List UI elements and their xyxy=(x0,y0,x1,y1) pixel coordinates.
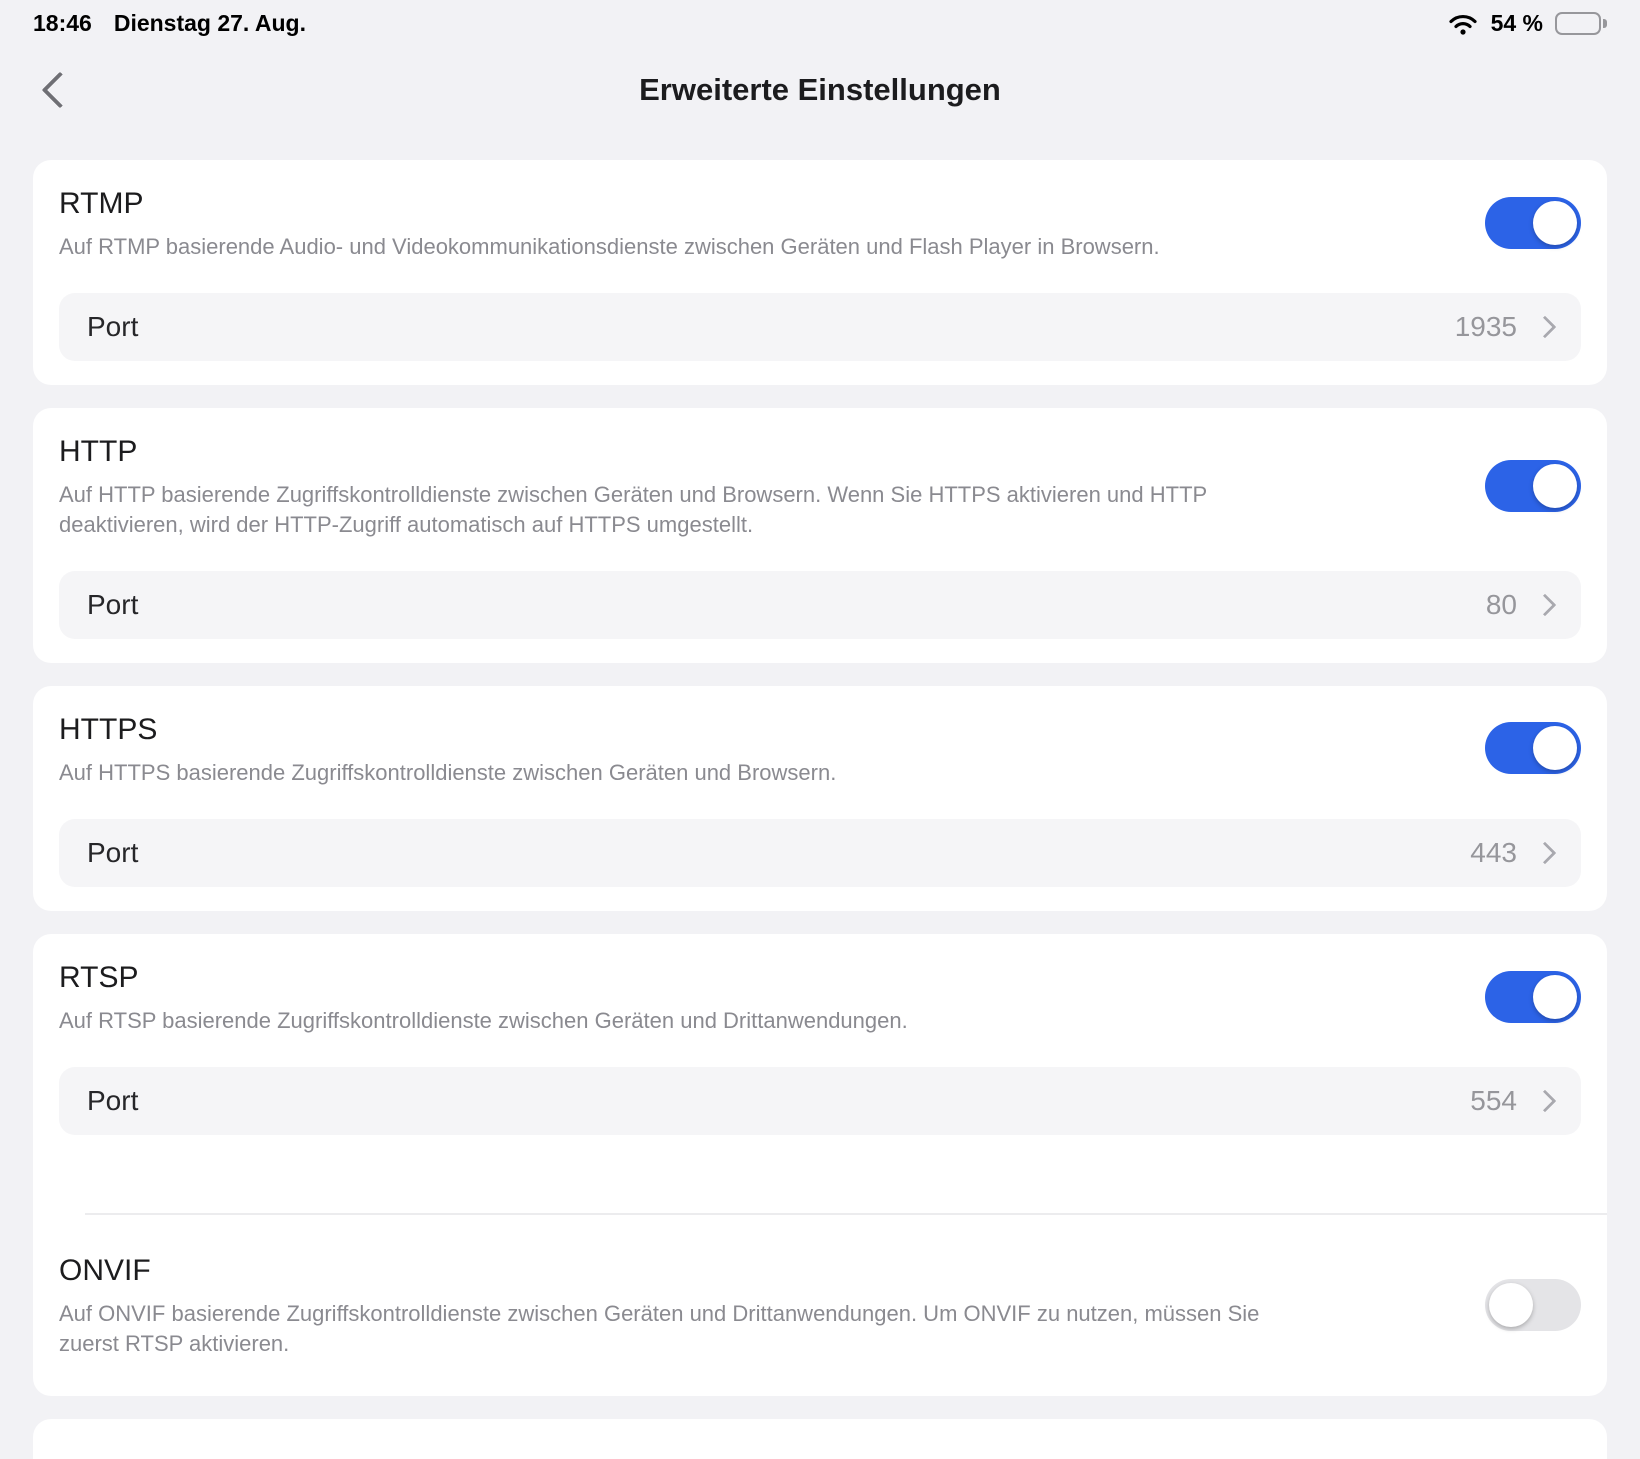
statusbar-date: Dienstag 27. Aug. xyxy=(113,10,306,36)
status-bar xyxy=(0,0,1640,48)
statusbar-time: 18:46 xyxy=(33,10,92,36)
chevron-right-icon xyxy=(1534,842,1557,865)
http-port-value: 80 xyxy=(1485,588,1517,620)
https-port-label: Port xyxy=(87,837,139,868)
onvif-toggle-knob xyxy=(1489,1283,1533,1327)
http-toggle-knob xyxy=(1533,464,1577,508)
rtsp-toggle[interactable] xyxy=(1485,971,1581,1023)
onvif-toggle[interactable] xyxy=(1485,1279,1581,1331)
https-port-row[interactable] xyxy=(59,819,1581,887)
rtsp-title: RTSP xyxy=(59,961,139,994)
rtmp-card xyxy=(33,160,1607,385)
rtsp-port-value: 554 xyxy=(1470,1085,1517,1117)
onvif-section xyxy=(59,1251,1581,1372)
settings-list xyxy=(0,132,1640,1396)
https-description: Auf HTTPS basierende Zugriffskontrolldienste zwischen Geräten und Browsern. xyxy=(59,759,837,785)
wifi-icon xyxy=(1447,12,1479,36)
rtmp-port-row[interactable] xyxy=(59,293,1581,361)
https-title: HTTPS xyxy=(59,712,158,746)
page-title: Erweiterte Einstellungen xyxy=(639,72,1001,107)
https-card xyxy=(33,686,1607,911)
https-toggle[interactable] xyxy=(1485,722,1581,774)
http-port-label: Port xyxy=(87,588,139,620)
http-description: Auf HTTP basierende Zugriffskontrolldienste zwischen Geräten und Browsern. Wenn Sie HTTPS aktivieren und HTTP deaktivieren, wird der HTTP-Zugriff automatisch auf HTTPS umgestellt. xyxy=(59,482,1207,537)
https-toggle-knob xyxy=(1533,726,1577,770)
section-divider xyxy=(85,1213,1607,1215)
rtsp-description: Auf RTSP basierende Zugriffskontrolldienste zwischen Geräten und Drittanwendungen. xyxy=(59,1008,908,1033)
chevron-right-icon xyxy=(1534,593,1557,616)
battery-percent: 54 % xyxy=(1490,10,1543,36)
https-port-value: 443 xyxy=(1470,837,1517,868)
rtmp-description: Auf RTMP basierende Audio- und Videokommunikationsdienste zwischen Geräten und Flash Player in Browsern. xyxy=(59,234,1160,259)
rtmp-toggle-knob xyxy=(1533,201,1577,245)
rtmp-port-label: Port xyxy=(87,311,139,343)
rtmp-title: RTMP xyxy=(59,187,144,220)
rtsp-port-row[interactable] xyxy=(59,1067,1581,1135)
chevron-right-icon xyxy=(1534,316,1557,339)
battery-icon xyxy=(1555,12,1607,35)
back-button[interactable] xyxy=(34,68,78,112)
http-port-row[interactable] xyxy=(59,571,1581,639)
http-card xyxy=(33,408,1607,663)
battery-nub xyxy=(1603,19,1607,28)
chevron-right-icon xyxy=(1534,1090,1557,1113)
rtmp-toggle[interactable] xyxy=(1485,197,1581,249)
navigation-header xyxy=(0,48,1640,132)
http-toggle[interactable] xyxy=(1485,460,1581,512)
rtmp-port-value: 1935 xyxy=(1454,311,1517,343)
rtsp-toggle-knob xyxy=(1533,975,1577,1019)
http-title: HTTP xyxy=(59,435,138,469)
rtsp-port-label: Port xyxy=(87,1085,139,1117)
chevron-left-icon xyxy=(42,72,79,109)
onvif-title: ONVIF xyxy=(59,1254,151,1288)
onvif-description: Auf ONVIF basierende Zugriffskontrolldienste zwischen Geräten und Drittanwendungen. Um ONVIF zu nutzen, müssen Sie zuerst RTSP aktivieren. xyxy=(59,1301,1260,1356)
rtsp-onvif-card xyxy=(33,934,1607,1396)
